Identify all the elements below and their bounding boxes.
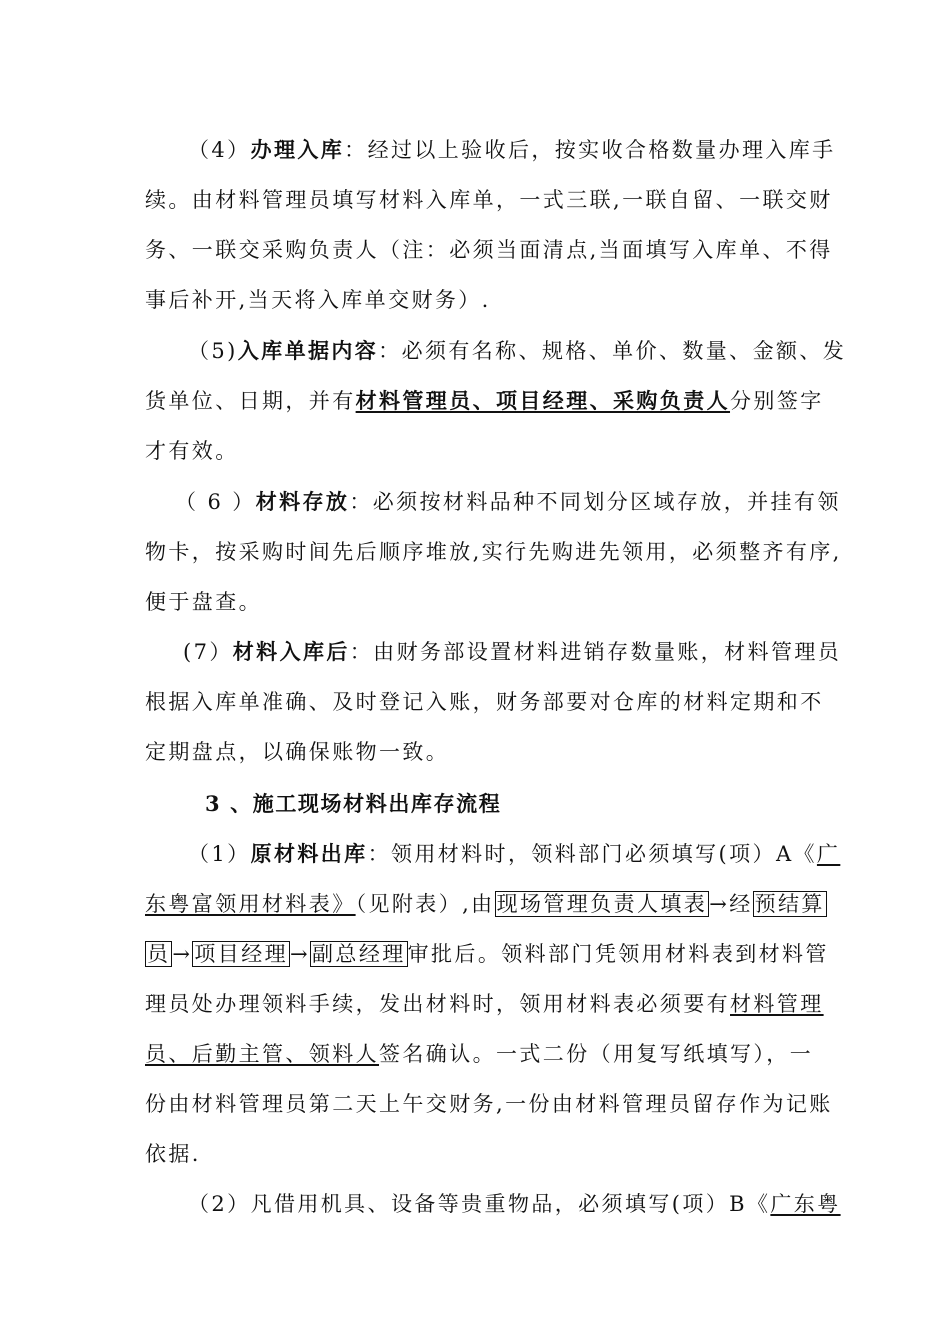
p5-signers-underlined: 材料管理员、项目经理、采购负责人: [355, 388, 731, 413]
p6-title: 材料存放: [255, 489, 350, 514]
s1-text-4a: 理员处办理领料手续，发出材料时，领用材料表必须要有: [145, 992, 730, 1016]
p7-text-1: ：由财务部设置材料进销存数量账，材料管理员: [349, 640, 842, 664]
p5-text-2b: 分别签字: [730, 389, 824, 413]
p4-line-4: 事后补开,当天将入库单交财务）.: [145, 288, 491, 312]
s1-line-7: 依据.: [145, 1142, 201, 1166]
p6-line-1: [175, 488, 841, 516]
s1-line-2: [145, 890, 827, 918]
p4-text-1: ：经过以上验收后，按实收合格数量办理入库手: [344, 138, 836, 162]
s1-arrow-1: →: [709, 892, 730, 916]
p5-text-2a: 货单位、日期，并有: [145, 389, 356, 413]
p6-line-2: 物卡，按采购时间先后顺序堆放,实行先购进先领用，必须整齐有序,: [145, 540, 842, 564]
s1-text-2b: 经: [729, 892, 753, 916]
p6-text-1: ：必须按材料品种不同划分区域存放，并挂有领: [349, 490, 841, 514]
s2-form-name-start: 广东粤: [770, 1192, 841, 1216]
s1-box-budget-start: 预结算: [754, 892, 825, 916]
p5-text-1: ：必须有名称、规格、单价、数量、金额、发: [378, 339, 847, 363]
p4-number: （4）: [188, 138, 251, 162]
p5-number: （5): [188, 339, 238, 363]
s1-signers-end: 员、后勤主管、领料人: [145, 1042, 379, 1066]
s1-arrow-2: →: [172, 942, 193, 966]
p5-title: 入库单据内容: [237, 338, 379, 363]
p5-line-1: [188, 337, 846, 365]
p5-line-3: 才有效。: [145, 439, 239, 463]
p5-line-2: [145, 387, 824, 415]
s1-line-5: [145, 1040, 813, 1068]
s1-title: 原材料出库: [250, 841, 368, 866]
s1-box-site-manager: 现场管理负责人填表: [496, 892, 708, 916]
p7-line-1: [183, 638, 841, 666]
p7-title: 材料入库后: [232, 639, 350, 664]
p7-line-2: 根据入库单准确、及时登记入账，财务部要对仓库的材料定期和不: [145, 690, 824, 714]
s1-form-name-start: 广: [816, 842, 841, 866]
s1-number: （1）: [188, 842, 251, 866]
s1-line-1: [188, 840, 840, 868]
s1-text-3a: 审批后。领料部门凭领用材料表到材料管: [407, 942, 829, 966]
s1-text-1a: ：领用材料时，领料部门必须填写(项）A《: [367, 842, 817, 866]
s1-line-4: [145, 990, 824, 1018]
s1-text-2a: （见附表）,由: [355, 892, 495, 916]
p4-line-3: 务、一联交采购负责人（注：必须当面清点,当面填写入库单、不得: [145, 238, 833, 262]
s1-line-6: 份由材料管理员第二天上午交财务,一份由材料管理员留存作为记账: [145, 1092, 833, 1116]
p4-title: 办理入库: [250, 137, 345, 162]
s1-line-3: [145, 940, 829, 968]
p4-line-1: [188, 136, 836, 164]
p6-number: （ 6 ）: [175, 490, 256, 514]
s2-number: （2）: [188, 1192, 251, 1216]
s1-signers-start: 材料管理: [730, 992, 824, 1016]
p7-line-3: 定期盘点，以确保账物一致。: [145, 740, 450, 764]
p7-number: (7）: [183, 640, 233, 664]
s2-text-1a: 凡借用机具、设备等贵重物品，必须填写(项）B《: [250, 1192, 771, 1216]
section-3-heading: 3 、施工现场材料出库存流程: [205, 791, 502, 816]
s1-text-5a: 签名确认。一式二份（用复写纸填写），一: [379, 1042, 814, 1066]
s1-arrow-3: →: [290, 942, 311, 966]
s1-box-project-manager: 项目经理: [194, 942, 289, 966]
p4-line-2: 续。由材料管理员填写材料入库单，一式三联,一联自留、一联交财: [145, 188, 833, 212]
s1-box-deputy-gm: 副总经理: [312, 942, 406, 966]
s2-line-1: [188, 1190, 841, 1218]
s1-form-name-end: 东粤富领用材料表》: [145, 892, 356, 916]
s1-box-budget-end: 员: [147, 942, 171, 966]
p6-line-3: 便于盘查。: [145, 590, 262, 614]
